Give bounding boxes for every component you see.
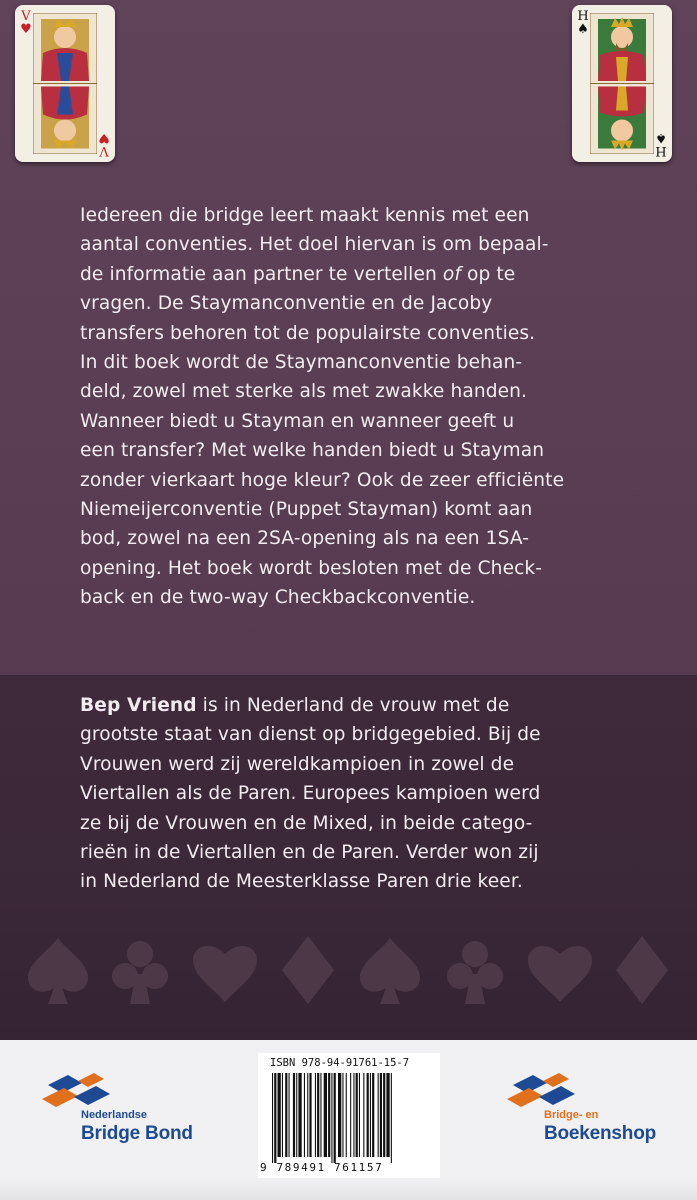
barcode-bar bbox=[372, 1073, 374, 1157]
description-line: transfers behoren tot de populairste conventies. bbox=[80, 322, 536, 344]
barcode-bar bbox=[353, 1073, 354, 1157]
description-line: een transfer? Met welke handen biedt u Stayman bbox=[80, 440, 545, 462]
bio-line: grootste staat van dienst op bridgegebied. Bij de bbox=[80, 724, 541, 746]
king-of-spades-card bbox=[572, 5, 672, 162]
logo-small-text: Nederlandse bbox=[81, 1109, 148, 1121]
barcode-bar bbox=[383, 1073, 385, 1157]
barcode-bar bbox=[274, 1073, 276, 1163]
club-icon bbox=[112, 941, 168, 1004]
barcode-bar bbox=[272, 1073, 273, 1163]
queen-portrait-icon bbox=[33, 13, 97, 154]
bio-line bbox=[80, 691, 690, 720]
heart-icon bbox=[193, 946, 257, 1002]
description-line: In dit boek wordt de Staymanconventie behan- bbox=[80, 351, 523, 373]
barcode-bar bbox=[378, 1073, 379, 1157]
bio-line: rieën in de Viertallen en de Paren. Verder won zij bbox=[80, 841, 539, 863]
bio-line: ze bij de Vrouwen en de Mixed, in beide catego- bbox=[80, 812, 533, 834]
description-line: zonder vierkaart hoge kleur? Ook de zeer efficiënte bbox=[80, 469, 565, 491]
barcode-bar bbox=[338, 1073, 341, 1157]
barcode-bar bbox=[317, 1073, 319, 1157]
bio-line: Viertallen als de Paren. Europees kampioen werd bbox=[80, 783, 541, 805]
barcode-bar bbox=[278, 1073, 281, 1157]
spade-icon: ♠ bbox=[655, 130, 667, 145]
nederlandse-bridge-bond-logo bbox=[38, 1071, 208, 1151]
card-corner-bottom bbox=[97, 131, 111, 157]
barcode-bar bbox=[363, 1073, 364, 1157]
description-line: aantal conventies. Het doel hiervan is om bepaal- bbox=[80, 234, 549, 256]
barcode-bar bbox=[289, 1073, 290, 1157]
card-corner-top bbox=[576, 10, 590, 36]
bio-line: Vrouwen werd zij wereldkampioen in zowel de bbox=[80, 753, 515, 775]
barcode-bar bbox=[315, 1073, 316, 1157]
barcode-bar bbox=[334, 1073, 336, 1163]
barcode-bar bbox=[320, 1073, 321, 1157]
description-italic-word: of bbox=[442, 263, 461, 285]
barcode-bar bbox=[304, 1073, 305, 1157]
barcode-bar bbox=[307, 1073, 308, 1157]
logo-big-text: Bridge Bond bbox=[81, 1123, 193, 1144]
card-corner-top bbox=[19, 10, 33, 36]
description-text: op te bbox=[461, 263, 516, 285]
bio-line: in Nederland de Meesterklasse Paren drie keer. bbox=[80, 871, 523, 893]
barcode-bar bbox=[296, 1073, 297, 1157]
barcode-bar bbox=[324, 1073, 327, 1157]
barcode-bar bbox=[298, 1073, 301, 1157]
description-line: deld, zowel met sterke als met zwakke handen. bbox=[80, 381, 528, 403]
barcode-bar bbox=[342, 1073, 343, 1157]
footer-shade bbox=[0, 1178, 697, 1200]
bio-text: is in Nederland de vrouw met de bbox=[196, 695, 510, 716]
description-line: opening. Het boek wordt besloten met de Check- bbox=[80, 557, 543, 579]
spade-icon: ♠ bbox=[577, 22, 589, 37]
barcode-bar bbox=[370, 1073, 371, 1157]
description-line: Wanneer biedt u Stayman en wanneer geeft u bbox=[80, 410, 515, 432]
barcode-bar bbox=[328, 1073, 330, 1157]
barcode-bar bbox=[350, 1073, 351, 1157]
description-line: back en de two-way Checkbackconventie. bbox=[80, 587, 476, 609]
description-line: Niemeijerconventie (Puppet Stayman) komt aan bbox=[80, 498, 533, 520]
barcode-bar bbox=[282, 1073, 283, 1157]
diamond-icon bbox=[616, 936, 668, 1004]
card-corner-bottom bbox=[654, 131, 668, 157]
barcode-bar bbox=[386, 1073, 389, 1157]
card-rank: H bbox=[655, 143, 667, 158]
boekenshop-emblem-icon bbox=[503, 1071, 593, 1111]
description-line: Iedereen die bridge leert maakt kennis met een bbox=[80, 205, 530, 226]
barcode-bar bbox=[331, 1073, 332, 1163]
barcode-bar bbox=[356, 1073, 358, 1157]
description-line: bod, zowel na een 2SA-opening als na een 1SA- bbox=[80, 528, 530, 550]
barcode-bar bbox=[309, 1073, 311, 1157]
bridge-en-boekenshop-logo bbox=[503, 1071, 673, 1151]
isbn-barcode bbox=[258, 1053, 440, 1178]
heart-icon: ♥ bbox=[98, 130, 110, 145]
card-rank: V bbox=[99, 143, 109, 158]
diamond-icon bbox=[282, 936, 334, 1004]
decorative-suits bbox=[20, 930, 680, 1010]
logo-small-text: Bridge- en bbox=[544, 1109, 599, 1121]
barcode-bar bbox=[285, 1073, 287, 1157]
ean-number: 9 789491 761157 bbox=[260, 1161, 384, 1174]
description-line: vragen. De Staymanconventie en de Jacoby bbox=[80, 293, 493, 315]
barcode-bar bbox=[367, 1073, 369, 1157]
description-text: de informatie aan partner te vertellen bbox=[80, 263, 443, 285]
club-icon bbox=[447, 941, 503, 1004]
heart-icon bbox=[528, 946, 592, 1002]
description-line bbox=[80, 260, 690, 289]
barcode-bar bbox=[391, 1073, 392, 1163]
author-bio bbox=[80, 691, 690, 897]
queen-of-hearts-card bbox=[15, 5, 115, 162]
isbn-number: ISBN 978-94-91761-15-7 bbox=[270, 1057, 410, 1069]
barcode-bar bbox=[359, 1073, 360, 1157]
author-name: Bep Vriend bbox=[80, 695, 197, 716]
spade-icon bbox=[360, 938, 420, 1004]
barcode-bars bbox=[268, 1073, 433, 1163]
king-portrait-icon bbox=[590, 13, 654, 154]
bridge-bond-emblem-icon bbox=[38, 1071, 128, 1111]
card-rank: H bbox=[577, 9, 589, 24]
logo-big-text: Boekenshop bbox=[544, 1123, 657, 1144]
card-rank: V bbox=[21, 9, 31, 24]
barcode-bar bbox=[346, 1073, 347, 1157]
heart-icon: ♥ bbox=[20, 22, 32, 37]
barcode-bar bbox=[293, 1073, 295, 1157]
book-description bbox=[80, 201, 690, 612]
spade-icon bbox=[28, 938, 88, 1004]
barcode-bar bbox=[380, 1073, 382, 1157]
